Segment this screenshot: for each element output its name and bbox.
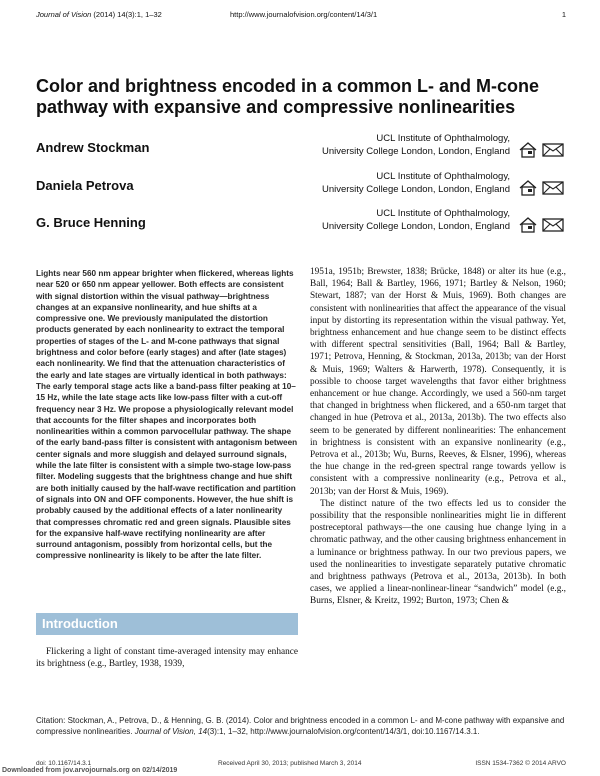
citation-doi[interactable]: doi:10.1167/14.3.1.	[411, 727, 480, 736]
body-paragraph: The distinct nature of the two effects led us to consider the possibility that the responsible nonlinearities might lie in different postreceptoral pathways—the one causing hue change lying in a chromatic pathway, and the other causing brightness enhancement in a luminance or brightness pathway. In our two previous papers, we used the nonlinearities to investigate separately putative chromatic and brightness pathways (Petrova et al., 2013a, 2013b). In both cases, we applied a linear-nonlinear-linear “sandwich” model (e.g., Burns, Elsner, & Kreitz, 1992; Burton, 1973; Chen &	[310, 498, 566, 607]
citation-label: Citation:	[36, 716, 66, 725]
footer-doi: doi: 10.1167/14.3.1	[36, 760, 92, 767]
author-name[interactable]: G. Bruce Henning	[36, 215, 146, 230]
citation-volume: 14	[198, 727, 208, 736]
abstract: Lights near 560 nm appear brighter when flickered, whereas lights near 520 or 650 nm appear yellower. Both effects are consistent with signal distortion within the visual pathway—brightness changes at an expansive nonlinearity, and hue shifts at a compressive one. We previously manipulated the distortion products generated by each nonlinearity to extract the temporal properties of stages of the L- and M-cone pathways that signal brightness and color before (early stages) and after (late stages) each nonlinearity. We find that the attenuation characteristics of the early and late stages are virtually identical in both pathways: The early temporal stage acts like a band-pass filter peaking at 10–15 Hz, while the late stage acts like low-pass filter with a cut-off frequency near 3 Hz. We propose a physiologically relevant model that accounts for the filter shapes and incorporates both nonlinearities within a common parvocellular pathway. The shape of the early band-pass filter is consistent with antagonism between center signals and more sluggish and delayed surround signals, while the late filter is consistent with a simple two-stage low-pass filter. Modeling suggests that the brightness change and hue shift are both initially caused by the half-wave rectification and partition of signals into ON and OFF components. However, the hue shift is probably caused by the additional effects of a later nonlinearity that compresses chromatic red and green signals. Plausible sites for the expansive half-wave rectifying nonlinearity are after surround antagonism, possibly from horizontal cells, but the compressive nonlinearity is likely to be after the late filter.	[36, 269, 298, 561]
author-row	[36, 170, 566, 206]
section-heading-label: Introduction	[42, 616, 118, 631]
author-name[interactable]: Daniela Petrova	[36, 178, 134, 193]
author-affiliation: UCL Institute of Ophthalmology, University College London, London, England	[321, 171, 510, 195]
home-icon[interactable]	[518, 217, 538, 233]
citation-text-after[interactable]: (3):1, 1–32, http://www.journalofvision.org/content/14/3/1,	[207, 727, 410, 736]
footer-issn: ISSN 1534-7362 © 2014 ARVO	[475, 760, 566, 767]
author-name[interactable]: Andrew Stockman	[36, 140, 150, 155]
mail-icon[interactable]	[542, 217, 564, 233]
citation-journal: Journal of Vision,	[134, 727, 196, 736]
download-note: Downloaded from jov.arvojournals.org on 02/14/2019	[2, 767, 178, 774]
footer-received: Received April 30, 2013; published March 3, 2014	[218, 760, 362, 767]
article-title: Color and brightness encoded in a common L- and M-cone pathway with expansive and compressive nonlinearities	[36, 76, 540, 117]
author-row	[36, 207, 566, 243]
introduction-paragraph: Flickering a light of constant time-averaged intensity may enhance its brightness (e.g., Bartley, 1938, 1939,	[36, 647, 298, 670]
body-text-right-column	[310, 266, 566, 608]
header-url[interactable]: http://www.journalofvision.org/content/14/3/1	[230, 10, 378, 19]
home-icon[interactable]	[518, 142, 538, 158]
citation-text: Stockman, A., Petrova, D., & Henning, G. B. (2014). Color and brightness encoded in a common L- and M-cone pathway with expansive and compressive nonlinearities.	[36, 716, 565, 736]
author-affiliation: UCL Institute of Ophthalmology, University College London, London, England	[321, 208, 510, 232]
header-journal: Journal of Vision (2014) 14(3):1, 1–32	[36, 10, 162, 19]
author-row	[36, 132, 566, 168]
citation-box	[36, 715, 566, 737]
home-icon[interactable]	[518, 180, 538, 196]
body-paragraph: 1951a, 1951b; Brewster, 1838; Brücke, 1848) or alter its hue (e.g., Ball, 1964; Ball & Bartley, 1966, 1971; Bartley & Nelson, 1960; Stewart, 1887; van der Horst & Muis, 1969). Both changes are consistent with nonlinearities that affect the appearance of the visual input by distorting its representation within the visual pathway. Yet, brightness enhancement and hue change seem to be distinct effects with different spectral sensitivities (Ball, 1964; Ball & Bartley, 1971; Petrova, Henning, & Stockman, 2013a, 2013b; van der Horst & Muis, 1969; Walters & Harwerth, 1978). Consequently, it is possible to choose target wavelengths that favor either brightness enhancement or hue change. Accordingly, we used a 560-nm target that changed in brightness when flickered, and a 650-nm target that changed in hue (Petrova et al., 2013a, 2013b). The two effects also seem to be generated by different nonlinearities: The enhancement in brightness is consistent with an expansive nonlinearity (e.g., Petrova et al., 2013b; Wu, Burns, Reeves, & Elsner, 1996), whereas the hue change in the red-green spectral range towards yellow is consistent with a compressive nonlinearity (e.g., Petrova et al., 2013b; van der Horst & Muis, 1969).	[310, 267, 566, 497]
mail-icon[interactable]	[542, 142, 564, 158]
author-affiliation: UCL Institute of Ophthalmology, University College London, London, England	[321, 133, 510, 157]
section-heading-introduction	[36, 613, 298, 635]
page-number: 1	[561, 10, 566, 19]
running-header	[36, 10, 566, 22]
mail-icon[interactable]	[542, 180, 564, 196]
